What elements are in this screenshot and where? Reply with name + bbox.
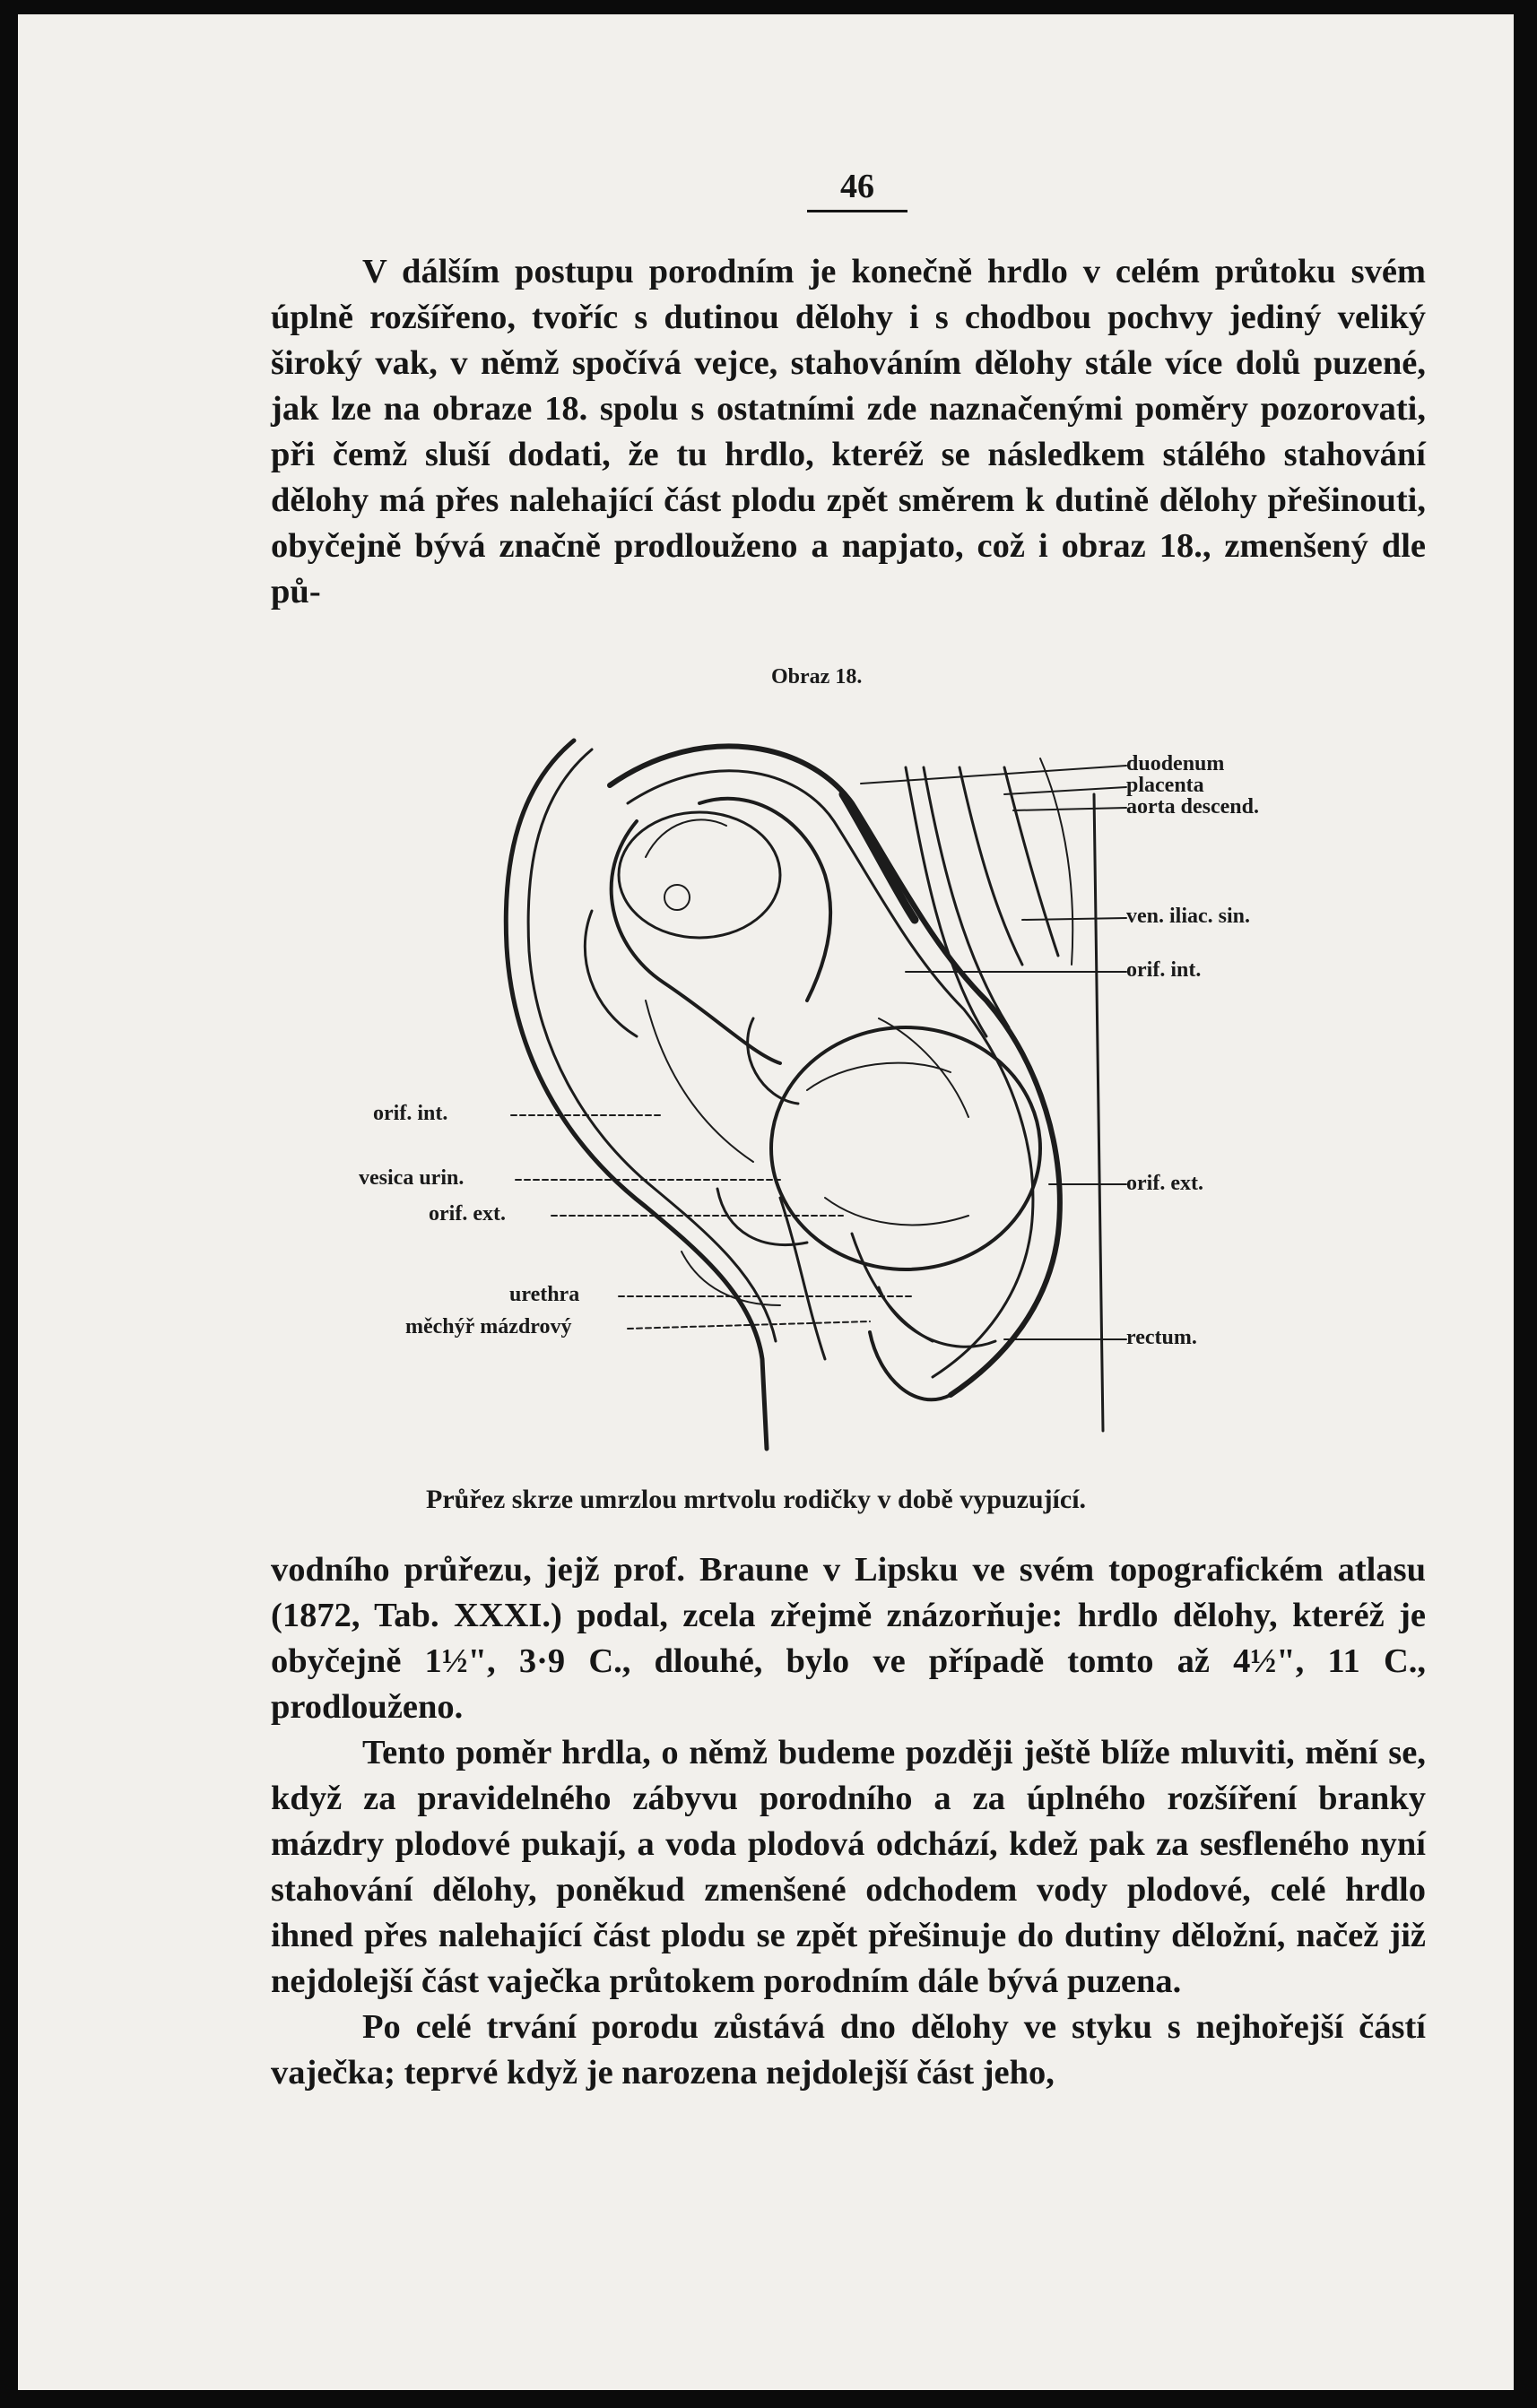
figure-caption-bottom: Průřez skrze umrzlou mrtvolu rodičky v době vypuzující. [426, 1485, 1087, 1514]
paragraph: vodního průřezu, jejž prof. Braune v Lipsku ve svém topografickém atlasu (1872, Tab. XXXI.) podal, zcela zřejmě znázorňuje: hrdlo dělohy, kteréž je obyčejně 1½", 3·9 C., dlouhé, bylo ve případě tomto až 4½", 11 C., prodlouženo. [271, 1551, 1426, 1726]
label-aorta-descend: aorta descend. [1126, 795, 1259, 819]
label-rectum: rectum. [1126, 1326, 1197, 1349]
paragraph: Po celé trvání porodu zůstává dno dělohy ve styku s nejhořejší částí vaječka; teprvé když je narozena nejdolejší část jeho, [271, 2008, 1426, 2092]
label-mechyr-mazdrovy: měchýř mázdrový [405, 1315, 572, 1338]
label-orif-int-right: orif. int. [1126, 958, 1202, 982]
label-ven-iliac-sin: ven. iliac. sin. [1126, 905, 1251, 928]
page-number: 46 [807, 167, 907, 212]
book-page [18, 14, 1514, 2390]
label-orif-ext-right: orif. ext. [1126, 1172, 1203, 1195]
label-orif-ext-left: orif. ext. [429, 1202, 506, 1226]
paragraph: V dálším postupu porodním je konečně hrdlo v celém průtoku svém úplně rozšířeno, tvoříc s dutinou dělohy i s chodbou pochvy jediný veliký široký vak, v němž spočívá vejce, stahováním dělohy stále více dolů puzené, jak lze na obraze 18. spolu s ostatními zde naznačenými poměry pozorovati, při čemž sluší dodati, že tu hrdlo, kteréž se následkem stálého stahování dělohy má přes nalehající část plodu zpět směrem k dutině dělohy přešinouti, obyčejně bývá značně prodlouženo a napjato, což i obraz 18., zmenšený dle pů- [271, 253, 1426, 611]
figure-caption-top: Obraz 18. [771, 665, 863, 689]
paragraph: Tento poměr hrdla, o němž budeme později ještě blíže mluviti, mění se, když za pravidelného zábyvu porodního a za úplného rozšíření branky mázdry plodové pukají, a voda plodová odchází, kdež pak za sesfleného nyní stahování dělohy, poněkud zmenšené odchodem vody plodové, celé hrdlo ihned přes nalehající část plodu se zpět přešinuje do dutiny děložní, načež již nejdolejší část vaječka průtokem porodním dále bývá puzena. [271, 1734, 1426, 2000]
label-duodenum: duodenum [1126, 752, 1225, 775]
label-vesica-urin: vesica urin. [359, 1166, 465, 1190]
label-urethra: urethra [509, 1283, 580, 1306]
label-orif-int-left: orif. int. [373, 1102, 448, 1125]
text-block-bottom [271, 1547, 1426, 2096]
label-placenta: placenta [1126, 774, 1204, 797]
